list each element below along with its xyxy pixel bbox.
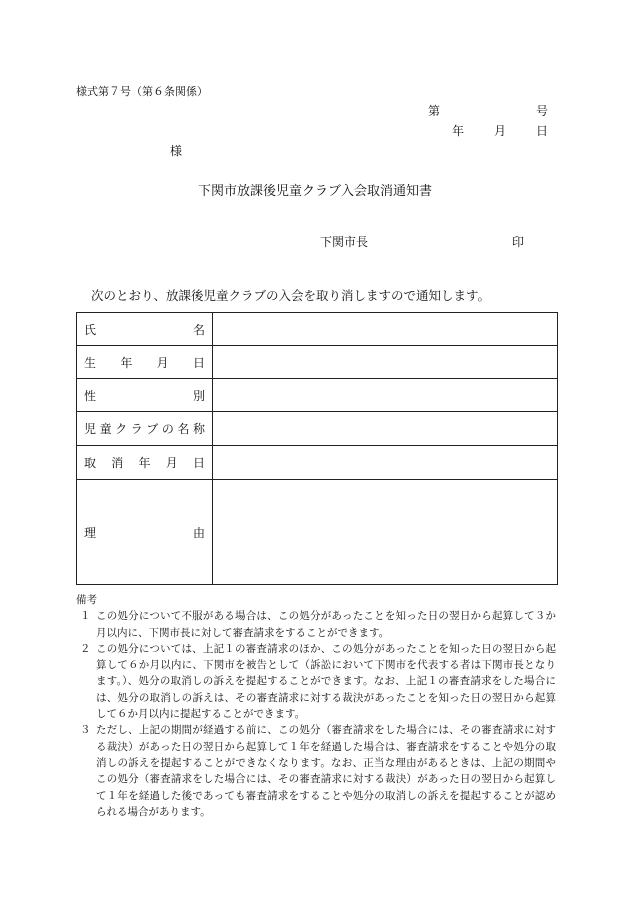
label-char: 月 xyxy=(156,355,169,370)
table-row-gender xyxy=(77,379,558,412)
document-title: 下関市放課後児童クラブ入会取消通知書 xyxy=(197,184,432,199)
remarks-heading: 備考 xyxy=(76,594,97,606)
label-char: ク xyxy=(115,422,128,436)
document-number xyxy=(428,102,548,119)
value-gender xyxy=(213,379,558,412)
doc-number-prefix: 第 xyxy=(428,104,441,118)
issuer-name: 下関市長 xyxy=(320,235,369,249)
label-char: 理 xyxy=(84,525,97,540)
label-name xyxy=(77,313,213,346)
value-birthdate xyxy=(213,346,558,379)
table-row-reason xyxy=(77,480,558,585)
label-char: 別 xyxy=(192,388,205,403)
table-row-birthdate xyxy=(77,346,558,379)
remark-item xyxy=(76,641,556,722)
remark-text: この処分については、上記１の審査請求のほか、この処分があったことを知った日の翌日から起算して６か月以内に、下関市を被告として（訴訟において下関市を代表する者は下関市長となります。）、処分の取消しの訴えを提起することができます。なお、上記１の審査請求をした場合には、処分の取消しの訴えは、その審査請求に対する裁決があったことを知った日の翌日から起算して６か月以内に提起することができます。 xyxy=(96,642,556,721)
remark-text: ただし、上記の期間が経過する前に、この処分（審査請求をした場合には、その審査請求に対する裁決）があった日の翌日から起算して１年を経過した場合は、審査請求をすることや処分の取消しの訴えを提起することができなくなります。なお、正当な理由があるときは、上記の期間やこの処分（審査請求をした場合には、その審査請求に対する裁決）があった日の翌日から起算して１年を経過した後であっても審査請求をすることや処分の取消しの訴えを提起することが認められる場合があります。 xyxy=(96,724,556,818)
label-char: 児 xyxy=(84,422,97,436)
label-char: 年 xyxy=(120,355,133,370)
seal-mark: 印 xyxy=(512,235,525,249)
table-row-name xyxy=(77,313,558,346)
info-table xyxy=(76,312,558,585)
label-reason xyxy=(77,480,213,585)
intro-text: 次のとおり、放課後児童クラブの入会を取り消しますので通知します。 xyxy=(91,288,491,303)
table-row-cancel-date xyxy=(77,446,558,480)
remark-number: ３ xyxy=(80,724,91,737)
remark-text: この処分について不服がある場合は、この処分があったことを知った日の翌日から起算して３か月以内に、下関市長に対して審査請求をすることができます。 xyxy=(96,610,556,639)
label-gender xyxy=(77,379,213,412)
label-char: の xyxy=(161,422,174,436)
label-char: 性 xyxy=(84,388,97,403)
date-year: 年 xyxy=(452,124,465,138)
addressee-honorific: 様 xyxy=(170,144,183,158)
label-char: 由 xyxy=(192,525,205,540)
remark-item xyxy=(76,722,556,820)
label-char: 名 xyxy=(177,422,190,436)
date-day: 日 xyxy=(535,124,548,138)
label-char: 取 xyxy=(84,456,97,470)
value-club-name xyxy=(213,412,558,446)
label-char: 消 xyxy=(111,456,124,470)
label-char: 称 xyxy=(192,422,205,436)
label-char: 年 xyxy=(138,456,151,470)
date-month: 月 xyxy=(493,124,506,138)
value-cancel-date xyxy=(213,446,558,480)
issue-date xyxy=(452,122,548,139)
value-reason xyxy=(213,480,558,585)
table-row-club-name xyxy=(77,412,558,446)
remarks-section xyxy=(76,592,556,820)
form-number: 様式第７号（第６条関係） xyxy=(76,85,208,98)
label-club-name xyxy=(77,412,213,446)
label-char: 名 xyxy=(192,322,205,337)
label-char: 氏 xyxy=(84,322,97,337)
label-char: ブ xyxy=(146,422,159,436)
remark-number: ２ xyxy=(80,642,91,655)
label-char: 日 xyxy=(192,456,205,470)
label-char: 月 xyxy=(165,456,178,470)
value-name xyxy=(213,313,558,346)
label-cancel-date xyxy=(77,446,213,480)
label-char: 日 xyxy=(192,355,205,370)
remark-item xyxy=(76,608,556,641)
remark-number: １ xyxy=(80,610,91,623)
label-char: 生 xyxy=(84,355,97,370)
doc-number-suffix: 号 xyxy=(535,104,548,118)
label-char: 童 xyxy=(99,422,112,436)
label-char: ラ xyxy=(130,422,143,436)
label-birthdate xyxy=(77,346,213,379)
